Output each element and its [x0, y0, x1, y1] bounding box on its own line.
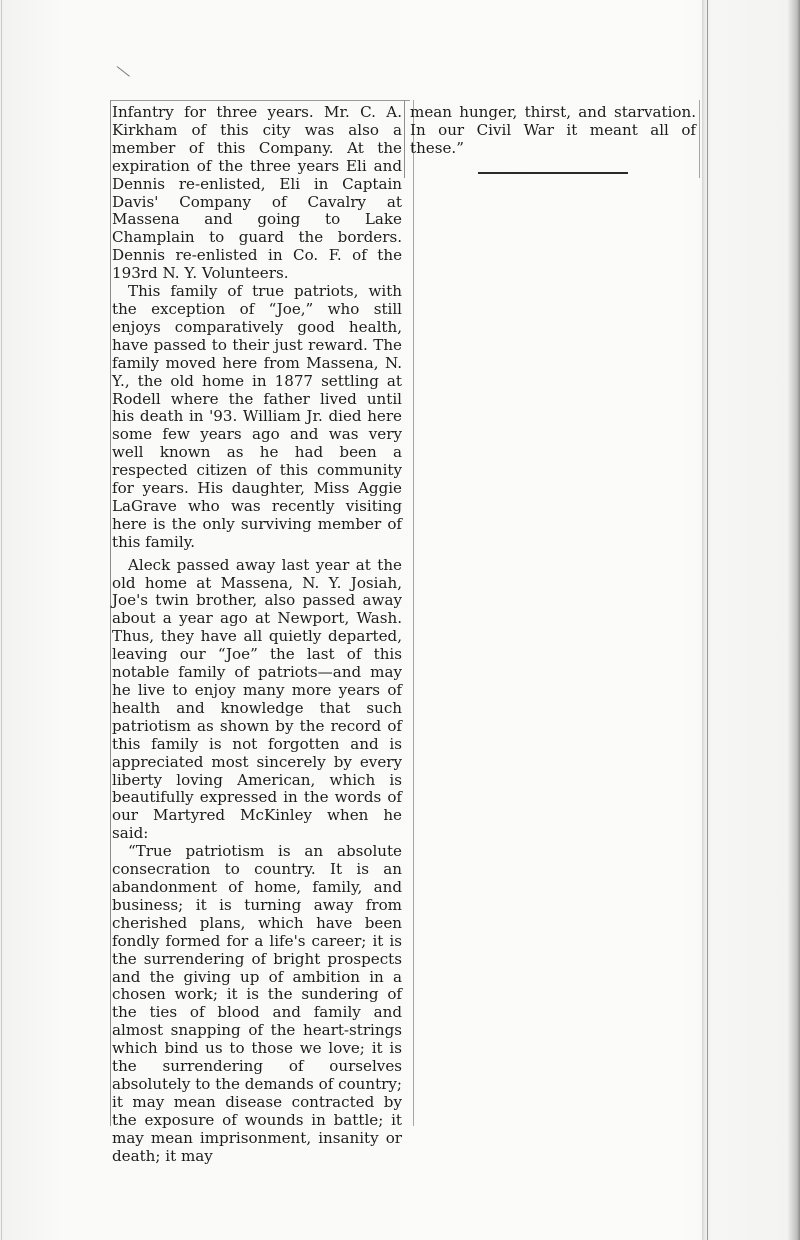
article-paragraph: “True patriotism is an absolute consecration to country. It is an abandonment of home, family, and business; it is turning away from cherished plans, which have been fondly formed for a life's career; it is the surrendering of bright prospects and the giving up of ambition in a chosen work; it is the sundering of the ties of blood and family and almost snapping of the heart-strings which bind us to those we love; it is the surrendering of ourselves absolutely to the demands of country; it may mean disease contracted by the exposure of wounds in battle; it may mean imprisonment, insanity or death; it may — [112, 842, 402, 1165]
clipping-right-edge — [413, 100, 414, 1126]
scan-left-edge — [1, 0, 2, 1240]
article-left-column — [112, 104, 402, 1165]
clipping-right-edge — [699, 100, 700, 178]
article-paragraph: mean hunger, thirst, and starvation. In our Civil War it meant all of these.” — [410, 103, 696, 157]
page-right-margin — [702, 0, 800, 1240]
article-end-rule — [478, 172, 628, 174]
clipping-left-edge — [404, 100, 405, 178]
pencil-mark — [117, 66, 130, 77]
article-paragraph: Infantry for three years. Mr. C. A. Kirkham of this city was also a member of this Company. At the expiration of the three years Eli and Dennis re-enlisted, Eli in Captain Davis' Company of Cavalry at Massena and going to Lake Champlain to guard the borders. Dennis re-enlisted in Co. F. of the 193rd N. Y. Volunteers. — [112, 103, 402, 283]
page-fold-line — [707, 0, 708, 1240]
article-paragraph: This family of true patriots, with the exception of “Joe,” who still enjoys comparatively good health, have passed to their just reward. The family moved here from Massena, N. Y., the old home in 1877 settling at Rodell where the father lived until his death in '93. William Jr. died here some few years ago and was very well known as he had been a respected citizen of this community for years. His daughter, Miss Aggie LaGrave who was recently visiting here is the only surviving member of this family. — [112, 282, 402, 551]
article-paragraph: Aleck passed away last year at the old home at Massena, N. Y. Josiah, Joe's twin brother, also passed away about a year ago at Newport, Wash. Thus, they have all quietly departed, leaving our “Joe” the last of this notable family of patriots—and may he live to enjoy many more years of health and knowledge that such patriotism as shown by the record of this family is not forgotten and is appreciated most sincerely by every liberty loving American, which is beautifully expressed in the words of our Martyred McKinley when he said: — [112, 555, 402, 843]
clipping-top-edge — [110, 100, 410, 101]
article-right-column — [410, 104, 696, 158]
clipping-left-edge — [110, 100, 111, 1126]
